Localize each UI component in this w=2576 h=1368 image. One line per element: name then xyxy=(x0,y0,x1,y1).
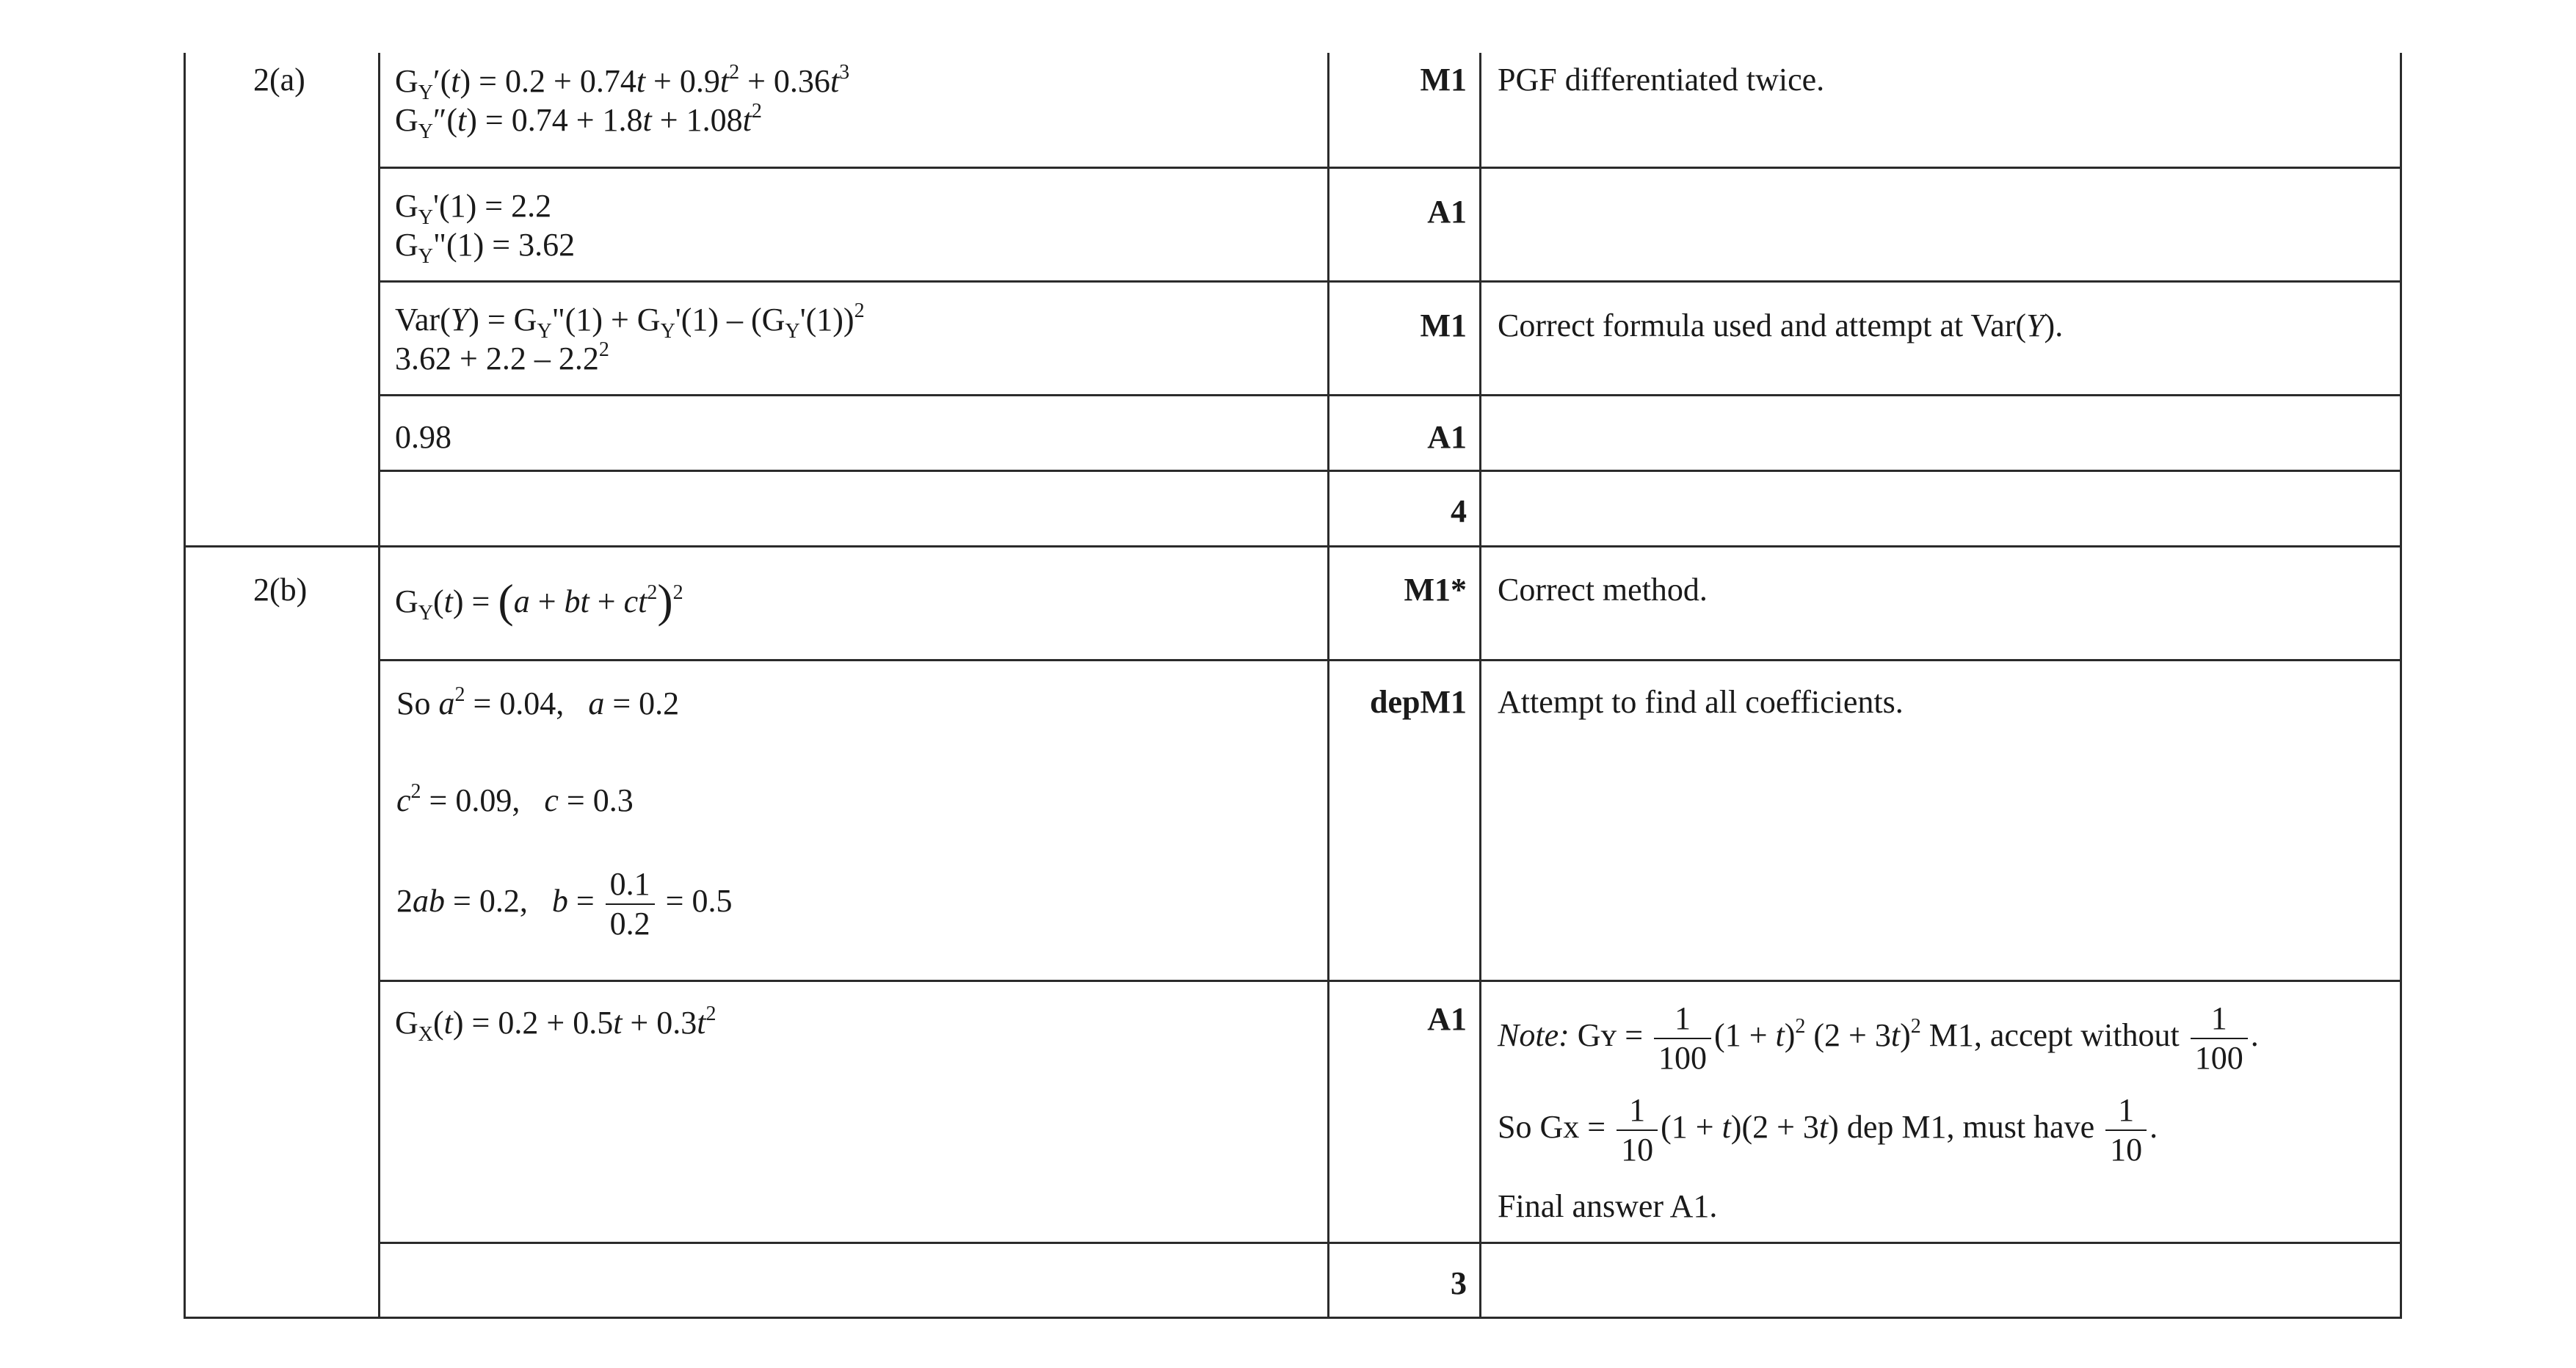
question-number-2b: 2(b) xyxy=(253,572,308,608)
mark-row-1: M1 xyxy=(1420,62,1467,98)
question-number-2a: 2(a) xyxy=(253,62,305,98)
mark-row-7: depM1 xyxy=(1370,684,1467,720)
working-row-4: 0.98 xyxy=(395,419,451,455)
fraction-1-over-100: $\frac{1}{100}$ xyxy=(1654,1000,1711,1077)
note-label: Note: xyxy=(1498,1017,1570,1054)
guidance-row-1: PGF differentiated twice. xyxy=(1498,62,1825,98)
guidance-row-3: Correct formula used and attempt at Var(Y). xyxy=(1498,308,2064,343)
fraction-b: $\frac{0.1}{0.2}$ xyxy=(606,865,655,943)
table-divider-question xyxy=(378,53,380,1319)
table-border-bottom xyxy=(184,1317,2402,1319)
fraction-1-over-100: $\frac{1}{100}$ xyxy=(2191,1000,2248,1077)
accept-text: M1, accept without xyxy=(1929,1017,2180,1054)
row-divider xyxy=(378,394,2402,396)
so-label: So xyxy=(1498,1109,1532,1146)
mark-row-8: A1 xyxy=(1427,1001,1467,1037)
working-row-7: So $a^2 = 0.04$, a = 0.2 $c^2 = 0.09$, c = 0.3 2ab = 0.2, b = $\frac{0.1}{0.2}$ = 0.5 xyxy=(396,683,733,942)
working-row-8: $G_X(t) = 0.2 + 0.5t + 0.3t^2$ xyxy=(395,1003,716,1046)
fraction-1-over-10: $\frac{1}{10}$ xyxy=(2105,1091,2147,1169)
guidance-row-7: Attempt to find all coefficients. xyxy=(1498,684,1904,720)
working-row-2: $G_Y'(1) = 2.2$ $G_Y"(1) = 3.62$ xyxy=(395,188,576,268)
row-divider xyxy=(378,280,2402,283)
table-divider-mark xyxy=(1479,53,1481,1319)
mark-row-3: M1 xyxy=(1420,308,1467,343)
gx-symbol: Gx xyxy=(1539,1109,1580,1146)
dep-text: dep M1, must have xyxy=(1846,1109,2095,1146)
table-border-left xyxy=(184,53,186,1319)
row-divider xyxy=(378,470,2402,472)
gy-symbol: Gʏ xyxy=(1577,1017,1617,1054)
row-divider xyxy=(378,167,2402,169)
row-divider xyxy=(378,980,2402,982)
working-row-1: $G_Y'(t) = 0.2 + 0.74t + 0.9t^2 + 0.36t^3$ $G_Y''(t) = 0.74 + 1.8t + 1.08t^2$ xyxy=(395,61,850,143)
table-border-right xyxy=(2400,53,2402,1319)
guidance-row-8-so: So Gx = $\frac{1}{10}$ (1 + t)(2 + 3t) dep M1, must have $\frac{1}{10}$ . xyxy=(1498,1092,2158,1168)
working-row-3: $Var(Y) = G_Y"(1) + G_Y'(1) - (G_Y'(1))^2$ $3.62 + 2.2 - 2.2^2$ xyxy=(395,299,865,376)
guidance-row-8-final: Final answer A1. xyxy=(1498,1188,1718,1224)
row-divider xyxy=(378,659,2402,661)
fraction-1-over-10: $\frac{1}{10}$ xyxy=(1617,1091,1658,1169)
row-divider xyxy=(378,1242,2402,1244)
mark-total-2b: 3 xyxy=(1451,1265,1467,1301)
mark-row-6: M1* xyxy=(1404,572,1467,608)
working-row-6: $G_Y(t) = (a$ + bt + $ct^2)^2$ xyxy=(395,575,683,627)
mark-row-2: A1 xyxy=(1427,194,1467,230)
guidance-row-8-note: Note: Gʏ = $\frac{1}{100}$ $(1 + t)^2$ $(2 + 3t)^2$ M1, accept without $\frac{1}{100}$ . xyxy=(1498,1000,2259,1076)
question-divider xyxy=(184,545,2402,547)
mark-scheme-table xyxy=(184,53,2402,1319)
guidance-row-6: Correct method. xyxy=(1498,572,1708,608)
mark-row-4: A1 xyxy=(1427,419,1467,455)
mark-total-2a: 4 xyxy=(1451,493,1467,529)
